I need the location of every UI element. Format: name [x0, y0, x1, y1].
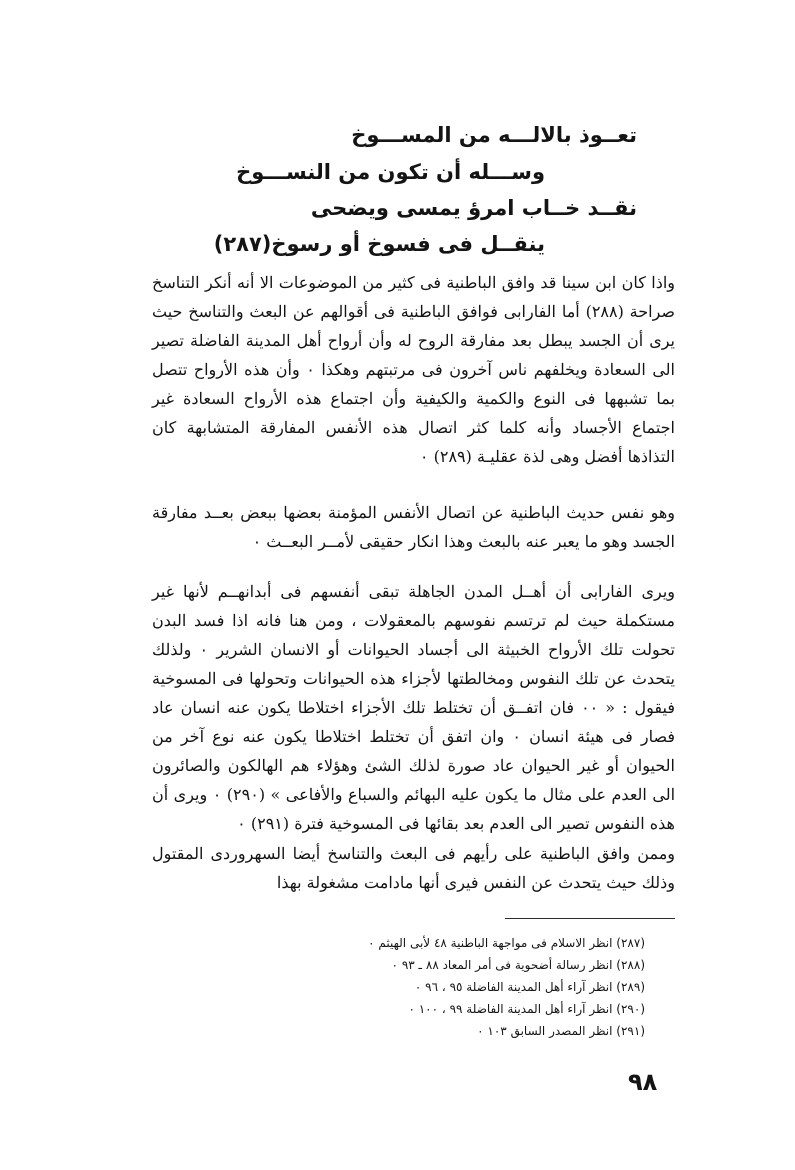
poem-line: وســـله أن تكون من النســـوخ	[236, 160, 545, 184]
page-number: ٩٨	[628, 1068, 658, 1096]
poem-line: تعــوذ بالالـــه من المســـوخ	[351, 123, 637, 147]
footnote: (٢٩٠) انظر آراء أهل المدينة الفاضلة ٩٩ ، ١٠٠ ٠	[408, 1002, 645, 1016]
footnote: (٢٩١) انظر المصدر السابق ١٠٣ ٠	[477, 1024, 645, 1038]
paragraph: واذا كان ابن سينا قد وافق الباطنية فى كثير من الموضوعات الا أنه أنكر التناسخ صراحة (٢٨٨) أما الفارابى فوافق الباطنية فى أقوالهم عن البعث والتناسخ حيث يرى أن الجسد يبطل بعد مفارقة الروح له وأن أرواح أهل المدينة الفاضلة تصير الى السعادة ويخلفهم ناس آخرون فى مرتبتهم وهكذا ٠ وأن هذه الأرواح تتصل بما تشبهها فى النوع والكمية والكيفية وأن اجتماع هذه الأرواح السعادة غير اجتماع الأجساد وأنه كلما كثر اتصال هذه الأنفس المفارقة المتشابهة كان التذاذها أفضل وهى لذة عقليـة (٢٨٩) ٠	[152, 273, 675, 466]
footnotes	[250, 932, 645, 1042]
paragraph: وممن وافق الباطنية على رأيهم فى البعث والتناسخ أيضا السهروردى المقتول وذلك حيث يتحدث عن النفس فيرى أنها مادامت مشغولة بهذا	[152, 844, 675, 892]
footnote: (٢٨٧) انظر الاسلام فى مواجهة الباطنية ٤٨ لأبى الهيثم ٠	[368, 936, 645, 950]
poem-line: نقــد خــاب امرؤ يمسى ويضحى	[310, 196, 637, 220]
poem-line: ينقــل فى فسوخ أو رسوخ(٢٨٧)	[213, 232, 545, 256]
paragraph: وهو نفس حديث الباطنية عن اتصال الأنفس المؤمنة بعضها ببعض بعــد مفارقة الجسد وهو ما يعبر عنه بالبعث وهذا انكار حقيقى لأمــر البعــث ٠	[152, 503, 675, 551]
footnote-divider	[505, 918, 675, 919]
footnote: (٢٨٨) انظر رسالة أضحوية فى أمر المعاد ٨٨ ـ ٩٣ ٠	[391, 958, 645, 972]
paragraph: ويرى الفارابى أن أهــل المدن الجاهلة تبقى أنفسهم فى أبدانهــم لأنها غير مستكملة حيث لم ترتسم نفوسهم بالمعقولات ، ومن هنا فانه اذا فسد البدن تحولت تلك الأرواح الخبيثة الى أجساد الحيوانات أو الانسان الشرير ٠ ولذلك يتحدث عن تلك النفوس ومخالطتها لأجزاء هذه الحيوانات وتحولها فى المسوخية فيقول : « ٠٠ فان اتفــق أن تختلط تلك الأجزاء اختلاطا يكون عنه انسان عاد فصار فى هيئة انسان ٠ وان اتفق أن تختلط اختلاطا يكون عنه نوع آخر من الحيوان أو غير الحيوان عاد صورة لذلك الشئ وهؤلاء هم الهالكون والصائرون الى العدم على مثال ما يكون عليه البهائم والسباع والأفاعى » (٢٩٠) ٠ ويرى أن هذه النفوس تصير الى العدم بعد بقائها فى المسوخية فترة (٢٩١) ٠	[152, 582, 676, 833]
footnote: (٢٨٩) انظر آراء أهل المدينة الفاضلة ٩٥ ، ٩٦ ٠	[414, 980, 645, 994]
